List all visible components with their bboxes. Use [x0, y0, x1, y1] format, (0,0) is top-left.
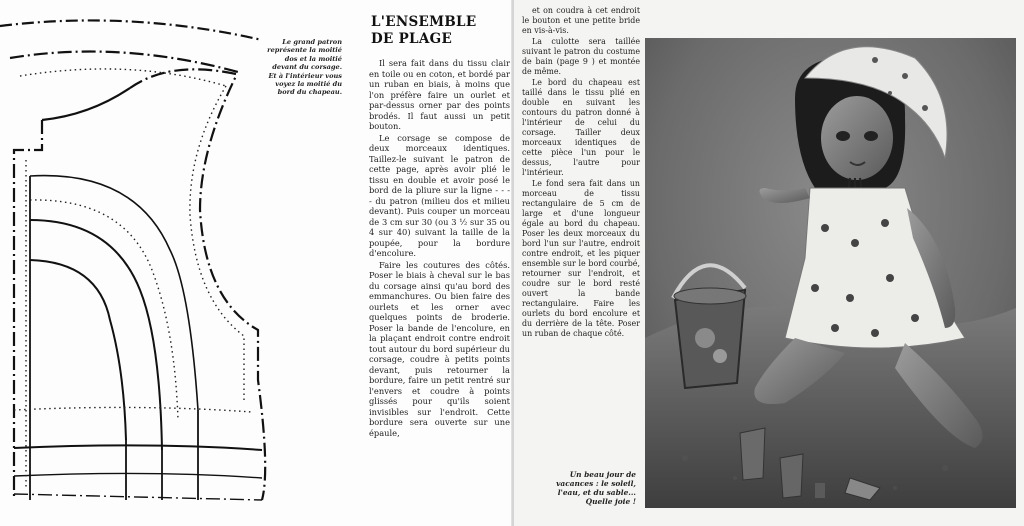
right-page [514, 0, 1024, 526]
article-paragraph: Faire les coutures des côtés. Poser le biais à cheval sur le bas du corsage ainsi qu'au bord des emmanchures. Ou bien faire des ourlets et les orner avec quelques points de broderie. Poser la bande de l'encolure, en la plaçant endroit contre endroit tout autour du bord supérieur du corsage, coudre à petits points devant, puis retourner la bordure, faire un petit rentré sur l'envers et coudre à points glissés pour qu'ils soient invisibles sur l'endroit. Cette bordure sera ouverte sur une épaule, [369, 259, 510, 438]
article-paragraph: et on coudra à cet endroit le bouton et une petite bride en vis-à-vis. [522, 6, 640, 35]
sand-mold-4 [815, 483, 825, 498]
pattern-dotted-side [190, 86, 244, 400]
sand-mold-1 [740, 428, 765, 480]
article-paragraph: La culotte sera taillée suivant le patron du costume de bain (page 9 ) et montée de même. [522, 37, 640, 76]
pattern-brim-inner [30, 220, 162, 450]
pattern-caption: Le grand patron représente la moitié dos et la moitié devant du corsage. Et à l'intérieur vous voyez la moitié du bord du chapeau. [267, 38, 342, 97]
pattern-brim-small [30, 260, 126, 440]
pattern-bodice-outline [14, 120, 42, 500]
article-paragraph: Il sera fait dans du tissu clair en toile ou en coton, et bordé par un ruban en biais, à moins que l'on préfère faire un ourlet et par-dessus orner par des points brodés. Il faut aussi un petit bouton. [369, 58, 510, 131]
article-title [371, 14, 476, 48]
article-paragraph: Le corsage se compose de deux morceaux identiques. Taillez-le suivant le patron de cette page, après avoir plié le tissu en double et avoir posé le bord de la pliure sur la ligne - - - - du patron (milieu dos et milieu devant). Puis couper un morceau de 3 cm sur 30 (ou 3 ½ sur 35 ou 4 sur 40) suivant la taille de la poupée, pour la bordure d'encolure. [369, 132, 510, 258]
pattern-brim-outer [30, 176, 198, 410]
doll-photo-illustration [645, 38, 1016, 508]
article-paragraph: Le bord du chapeau est taillé dans le tissu plié en double en suivant les contours du patron donné à l'intérieur de celui du corsage. Tailler deux morceaux identiques de cette pièce l'un pour le dessus, l'autre pour l'intérieur. [522, 78, 640, 177]
photo-caption: Un beau jour de vacances : le soleil, l'eau, et du sable... Quelle joie ! [556, 470, 636, 506]
pattern-dotted-brim [30, 200, 178, 420]
doll-beach-photo [645, 38, 1016, 508]
pattern-outer-top-curve [0, 20, 262, 40]
sewing-pattern-diagram [0, 0, 280, 526]
sand-mold-2 [780, 454, 803, 498]
article-column-1 [369, 58, 510, 439]
pattern-dotted-top [20, 69, 226, 86]
pattern-hem-line-2 [14, 473, 262, 478]
pattern-hem-line-3 [14, 494, 262, 500]
article-title-line-1: L'ENSEMBLE [371, 14, 477, 30]
article-paragraph: Le fond sera fait dans un morceau de tissu rectangulaire de 5 cm de large et d'une longueur égale au bord du chapeau. Poser les deux morceaux du bord l'un sur l'autre, endroit contre endroit, et les piquer ensemble sur le bord courbé, retourner sur l'endroit, et coudre sur le bord resté ouvert la bande rectangulaire. Faire les ourlets du bord encolure et du derrière de la tête. Poser un ruban de chaque côté. [522, 179, 640, 338]
article-title-line-2: DE PLAGE [371, 31, 453, 47]
pattern-dotted-hem [14, 407, 252, 412]
article-column-2 [522, 6, 640, 340]
pattern-neck-curve [42, 88, 130, 120]
pattern-hem-line-1 [14, 445, 262, 450]
doll-face [821, 96, 893, 180]
